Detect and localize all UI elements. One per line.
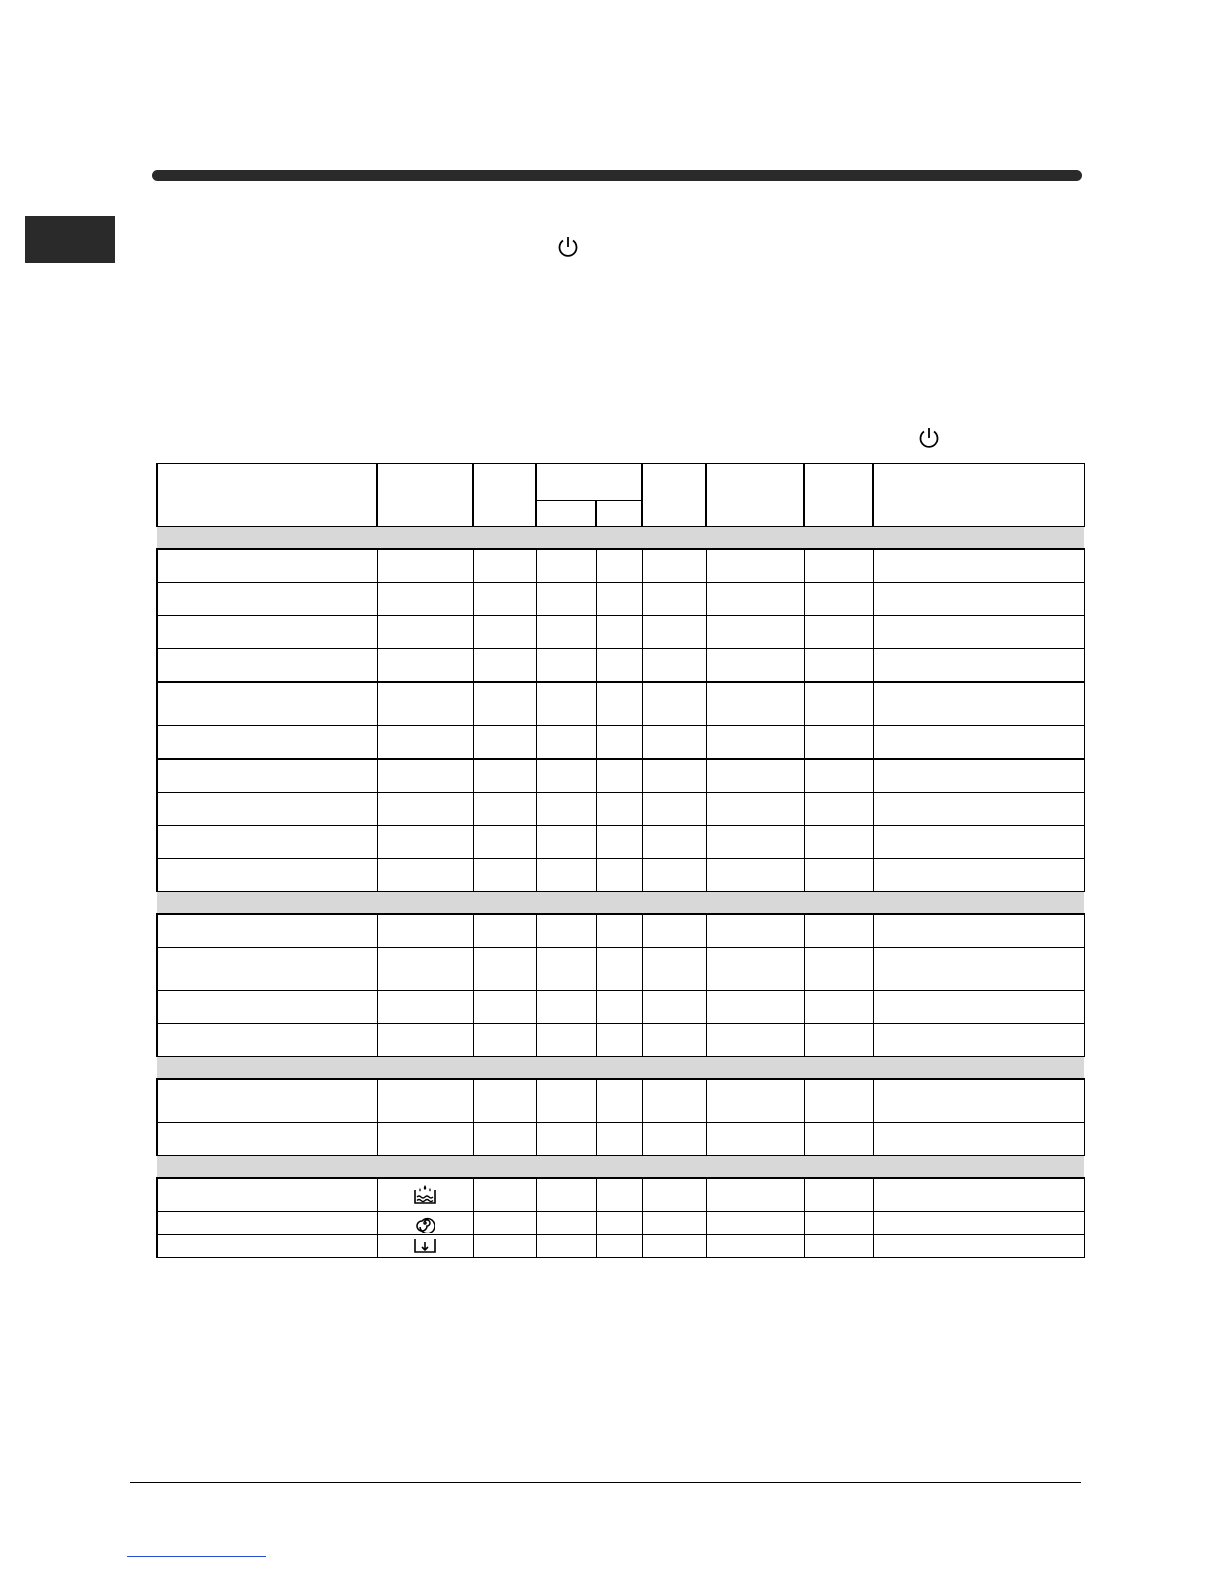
table-row [157, 914, 1084, 948]
table-row [157, 726, 1084, 760]
table-row [157, 549, 1084, 583]
header-cell [873, 464, 1084, 527]
table-row [157, 948, 1084, 991]
header-cell [804, 464, 873, 527]
section-band [157, 1057, 1084, 1080]
header-cell [706, 464, 804, 527]
header-cell [536, 464, 642, 501]
header-cell [642, 464, 706, 527]
table-row [157, 826, 1084, 859]
footer-rule [130, 1482, 1081, 1483]
header-cell [157, 464, 377, 527]
table-row [157, 682, 1084, 726]
header-bar [152, 170, 1082, 181]
table-row [157, 1079, 1084, 1123]
table-row [157, 859, 1084, 892]
table-row [157, 649, 1084, 683]
header-cell [377, 464, 473, 527]
power-icon [916, 425, 942, 451]
drain-icon [377, 1235, 473, 1258]
language-tab [25, 216, 115, 263]
table-row [157, 616, 1084, 649]
section-band [157, 892, 1084, 915]
footer-link[interactable] [127, 1556, 266, 1557]
table-row [157, 1178, 1084, 1212]
spin-icon [377, 1212, 473, 1235]
table-row [157, 991, 1084, 1024]
header-cell [596, 501, 642, 527]
rinse-icon [377, 1178, 473, 1212]
table-row [157, 759, 1084, 793]
table-row [157, 1212, 1084, 1235]
power-icon [555, 234, 581, 260]
table-row [157, 793, 1084, 826]
header-cell [473, 464, 536, 527]
programme-table [156, 463, 1085, 1258]
header-cell [536, 501, 596, 527]
table-row [157, 1024, 1084, 1057]
section-band [157, 1156, 1084, 1179]
table-row [157, 1123, 1084, 1156]
section-band [157, 527, 1084, 550]
table-row [157, 583, 1084, 616]
table-row [157, 1235, 1084, 1258]
